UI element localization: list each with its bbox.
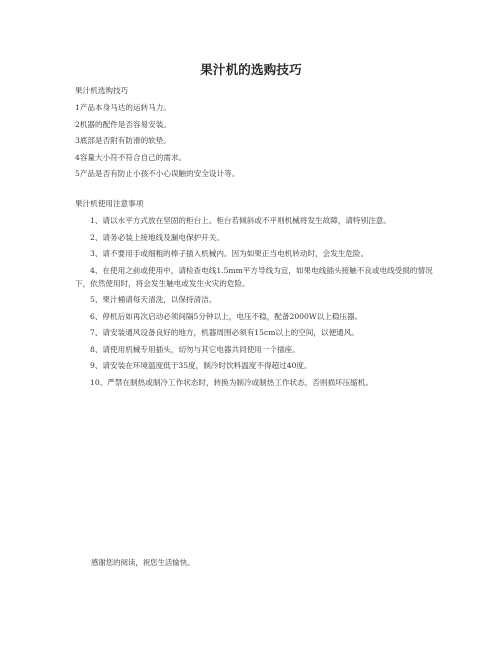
list-item: 3底部是否附有防滑的软垫。 bbox=[75, 136, 171, 145]
list-item: 9、请安装在环境温度低于35度，制冷时饮料温度不得超过40度。 bbox=[90, 361, 312, 370]
list-item: 10、严禁在制热或制冷工作状态时，转换为制冷或制热工作状态，否则损坏压缩机。 bbox=[90, 377, 374, 387]
document-body bbox=[75, 84, 435, 392]
list-item: 4容量大小符不符合自己的需求。 bbox=[75, 152, 187, 162]
section-heading-usage-notes: 果汁机使用注意事项 bbox=[75, 199, 144, 208]
list-item: 5产品是否有防止小孩不小心误触的安全设计等。 bbox=[75, 169, 240, 178]
section-heading-buying-tips: 果汁机选购技巧 bbox=[75, 86, 129, 95]
list-item: 2、请务必装上接地线及漏电保护开关。 bbox=[90, 232, 224, 242]
list-item: 3、请不要用手或细粗的棒子插入机械内。因为如果正当电机转动时，会发生危险。 bbox=[90, 249, 369, 258]
list-item: 6、停机后如再次启动必须间隔5分钟以上，电压不稳，配备2000W以上稳压器。 bbox=[90, 311, 363, 321]
list-item: 1产品本身马达的运转马力。 bbox=[75, 103, 171, 112]
list-item: 5、果汁桶请每天清洗，以保持清洁。 bbox=[90, 295, 217, 304]
list-item: 2机器的配件是否容易安装。 bbox=[75, 119, 171, 129]
list-item: 8、请使用机械专用插头，切勿与其它电器共同使用一个插座。 bbox=[90, 344, 300, 354]
closing-note: 感谢您的阅读，祝您生活愉快。 bbox=[91, 558, 195, 567]
document-title: 果汁机的选购技巧 bbox=[200, 62, 302, 77]
list-item: 7、请安装通风设备良好的地方，机器周围必须有15cm以上的空间，以便通风。 bbox=[90, 328, 359, 337]
list-item: 1、请以水平方式放在坚固的柜台上。柜台若倾斜或不平则机械将发生故障，请特别注意。 bbox=[90, 216, 391, 225]
list-item: 4、在使用之前或使用中，请检查电线1.5mm平方导线为宜，如果电线插头接触不良或电线受损的情况下，依然使用时，将会发生触电或发生火灾的危险。 bbox=[75, 265, 433, 288]
